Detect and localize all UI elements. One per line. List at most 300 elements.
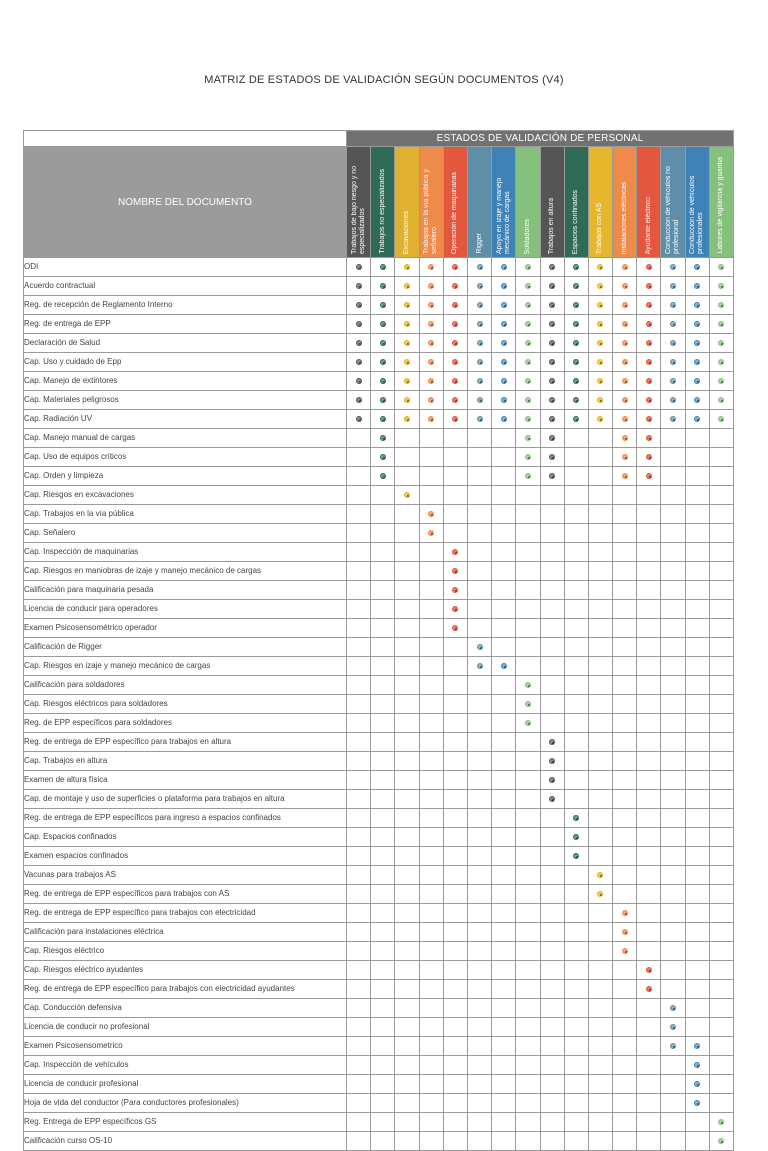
status-dot-icon — [356, 397, 362, 403]
matrix-cell — [419, 543, 443, 562]
matrix-cell — [588, 676, 612, 695]
matrix-cell — [347, 866, 371, 885]
matrix-cell — [395, 1094, 419, 1113]
matrix-cell — [443, 847, 467, 866]
status-dot-icon — [501, 283, 507, 289]
status-dot-icon — [718, 302, 724, 308]
status-dot-icon — [477, 359, 483, 365]
category-header — [685, 147, 709, 258]
status-dot-icon — [404, 340, 410, 346]
table-row — [24, 771, 734, 790]
matrix-cell — [661, 790, 685, 809]
matrix-cell — [516, 790, 540, 809]
matrix-cell — [516, 334, 540, 353]
status-dot-icon — [597, 321, 603, 327]
matrix-cell — [467, 638, 491, 657]
matrix-cell — [564, 904, 588, 923]
matrix-cell — [709, 657, 733, 676]
matrix-cell — [685, 733, 709, 752]
matrix-cell — [588, 486, 612, 505]
status-dot-icon — [380, 340, 386, 346]
status-dot-icon — [549, 378, 555, 384]
matrix-cell — [419, 904, 443, 923]
status-dot-icon — [501, 302, 507, 308]
status-dot-icon — [549, 416, 555, 422]
matrix-cell — [419, 448, 443, 467]
matrix-cell — [419, 391, 443, 410]
matrix-cell — [564, 562, 588, 581]
matrix-cell — [419, 942, 443, 961]
table-row — [24, 524, 734, 543]
document-name: Cap. Riesgos en maniobras de izaje y manejo mecánico de cargas — [24, 562, 347, 581]
status-dot-icon — [646, 359, 652, 365]
matrix-cell — [661, 999, 685, 1018]
matrix-cell — [467, 1113, 491, 1132]
matrix-cell — [613, 847, 637, 866]
matrix-cell — [709, 1037, 733, 1056]
matrix-cell — [588, 410, 612, 429]
matrix-cell — [347, 296, 371, 315]
document-name: Reg. de entrega de EPP específicos para trabajos con AS — [24, 885, 347, 904]
matrix-cell — [685, 1018, 709, 1037]
matrix-cell — [588, 999, 612, 1018]
matrix-cell — [685, 486, 709, 505]
table-row — [24, 1056, 734, 1075]
matrix-cell — [564, 999, 588, 1018]
status-dot-icon — [525, 397, 531, 403]
matrix-cell — [661, 714, 685, 733]
matrix-cell — [685, 353, 709, 372]
matrix-cell — [443, 904, 467, 923]
matrix-cell — [564, 752, 588, 771]
status-dot-icon — [380, 454, 386, 460]
matrix-cell — [564, 771, 588, 790]
banner-header: ESTADOS DE VALIDACIÓN DE PERSONAL — [347, 131, 734, 147]
matrix-cell — [347, 524, 371, 543]
status-dot-icon — [356, 340, 362, 346]
matrix-cell — [685, 600, 709, 619]
status-dot-icon — [718, 378, 724, 384]
status-dot-icon — [477, 321, 483, 327]
matrix-cell — [613, 980, 637, 999]
document-name: Reg. de entrega de EPP — [24, 315, 347, 334]
matrix-cell — [516, 942, 540, 961]
matrix-cell — [443, 619, 467, 638]
table-row — [24, 391, 734, 410]
matrix-cell — [492, 1094, 516, 1113]
matrix-cell — [419, 657, 443, 676]
matrix-cell — [395, 486, 419, 505]
matrix-cell — [613, 828, 637, 847]
matrix-cell — [443, 942, 467, 961]
matrix-cell — [685, 695, 709, 714]
matrix-cell — [540, 771, 564, 790]
status-dot-icon — [573, 340, 579, 346]
category-header — [492, 147, 516, 258]
table-row — [24, 1113, 734, 1132]
matrix-cell — [371, 847, 395, 866]
matrix-cell — [419, 771, 443, 790]
matrix-cell — [637, 353, 661, 372]
matrix-cell — [540, 809, 564, 828]
status-dot-icon — [452, 606, 458, 612]
matrix-cell — [395, 524, 419, 543]
matrix-cell — [709, 961, 733, 980]
matrix-cell — [564, 1037, 588, 1056]
matrix-cell — [347, 999, 371, 1018]
status-dot-icon — [694, 1043, 700, 1049]
matrix-cell — [709, 828, 733, 847]
matrix-cell — [709, 942, 733, 961]
matrix-cell — [564, 391, 588, 410]
matrix-cell — [492, 999, 516, 1018]
matrix-cell — [613, 1132, 637, 1151]
category-header — [613, 147, 637, 258]
matrix-cell — [588, 1113, 612, 1132]
matrix-cell — [709, 638, 733, 657]
matrix-cell — [467, 429, 491, 448]
matrix-cell — [443, 1018, 467, 1037]
category-label: Espacios confinados — [572, 189, 580, 254]
matrix-cell — [443, 980, 467, 999]
matrix-cell — [492, 562, 516, 581]
status-dot-icon — [380, 321, 386, 327]
matrix-cell — [347, 771, 371, 790]
matrix-cell — [443, 1075, 467, 1094]
matrix-cell — [516, 1037, 540, 1056]
matrix-cell — [371, 999, 395, 1018]
table-row — [24, 733, 734, 752]
matrix-cell — [709, 277, 733, 296]
matrix-cell — [467, 809, 491, 828]
matrix-cell — [395, 258, 419, 277]
matrix-cell — [637, 448, 661, 467]
status-dot-icon — [549, 796, 555, 802]
status-dot-icon — [380, 359, 386, 365]
matrix-cell — [685, 562, 709, 581]
matrix-cell — [685, 657, 709, 676]
matrix-cell — [709, 1094, 733, 1113]
matrix-cell — [564, 638, 588, 657]
status-dot-icon — [477, 416, 483, 422]
matrix-cell — [492, 923, 516, 942]
matrix-cell — [613, 277, 637, 296]
matrix-cell — [564, 429, 588, 448]
status-dot-icon — [380, 283, 386, 289]
matrix-cell — [661, 277, 685, 296]
matrix-cell — [709, 448, 733, 467]
matrix-cell — [395, 429, 419, 448]
status-dot-icon — [646, 967, 652, 973]
matrix-cell — [492, 372, 516, 391]
status-dot-icon — [622, 283, 628, 289]
status-dot-icon — [501, 397, 507, 403]
matrix-cell — [637, 296, 661, 315]
document-name: Cap. Manejo de extintores — [24, 372, 347, 391]
matrix-cell — [637, 657, 661, 676]
matrix-cell — [347, 1132, 371, 1151]
status-dot-icon — [404, 283, 410, 289]
status-dot-icon — [477, 340, 483, 346]
status-dot-icon — [452, 321, 458, 327]
matrix-cell — [540, 334, 564, 353]
status-dot-icon — [380, 397, 386, 403]
matrix-cell — [588, 809, 612, 828]
matrix-cell — [467, 695, 491, 714]
matrix-cell — [347, 695, 371, 714]
status-dot-icon — [573, 283, 579, 289]
status-dot-icon — [452, 397, 458, 403]
table-row — [24, 543, 734, 562]
table-row — [24, 505, 734, 524]
matrix-cell — [347, 429, 371, 448]
table-row — [24, 410, 734, 429]
matrix-cell — [540, 429, 564, 448]
table-row — [24, 942, 734, 961]
document-name: Hoja de vida del conductor (Para conductores profesionales) — [24, 1094, 347, 1113]
status-dot-icon — [622, 397, 628, 403]
status-dot-icon — [501, 321, 507, 327]
matrix-cell — [371, 638, 395, 657]
matrix-cell — [661, 334, 685, 353]
category-label: Conducción de vehículos no profesional — [665, 166, 681, 254]
status-dot-icon — [477, 397, 483, 403]
matrix-cell — [516, 714, 540, 733]
table-row — [24, 923, 734, 942]
matrix-cell — [443, 277, 467, 296]
matrix-cell — [661, 904, 685, 923]
category-header — [371, 147, 395, 258]
matrix-cell — [661, 600, 685, 619]
matrix-cell — [443, 562, 467, 581]
matrix-cell — [637, 1037, 661, 1056]
matrix-cell — [661, 315, 685, 334]
matrix-cell — [540, 714, 564, 733]
matrix-cell — [443, 581, 467, 600]
document-name: Examen espacios confinados — [24, 847, 347, 866]
matrix-cell — [709, 296, 733, 315]
matrix-cell — [588, 562, 612, 581]
matrix-cell — [540, 1094, 564, 1113]
table-row — [24, 695, 734, 714]
matrix-cell — [709, 562, 733, 581]
matrix-cell — [467, 714, 491, 733]
matrix-cell — [492, 790, 516, 809]
matrix-cell — [467, 334, 491, 353]
matrix-cell — [564, 809, 588, 828]
document-name: Cap. Trabajos en altura — [24, 752, 347, 771]
matrix-cell — [516, 277, 540, 296]
matrix-cell — [443, 543, 467, 562]
matrix-cell — [467, 581, 491, 600]
matrix-cell — [613, 999, 637, 1018]
matrix-cell — [540, 828, 564, 847]
matrix-cell — [371, 885, 395, 904]
matrix-cell — [685, 315, 709, 334]
matrix-cell — [613, 923, 637, 942]
matrix-cell — [613, 505, 637, 524]
status-dot-icon — [622, 302, 628, 308]
table-row — [24, 676, 734, 695]
matrix-cell — [467, 828, 491, 847]
matrix-cell — [492, 334, 516, 353]
matrix-cell — [467, 258, 491, 277]
status-dot-icon — [646, 416, 652, 422]
matrix-cell — [661, 733, 685, 752]
status-dot-icon — [452, 378, 458, 384]
matrix-cell — [709, 258, 733, 277]
matrix-cell — [709, 353, 733, 372]
matrix-cell — [419, 524, 443, 543]
matrix-cell — [516, 448, 540, 467]
status-dot-icon — [525, 302, 531, 308]
matrix-cell — [516, 372, 540, 391]
matrix-cell — [613, 296, 637, 315]
matrix-cell — [371, 1075, 395, 1094]
matrix-cell — [540, 486, 564, 505]
matrix-cell — [419, 1018, 443, 1037]
matrix-cell — [540, 1018, 564, 1037]
matrix-cell — [709, 695, 733, 714]
status-dot-icon — [452, 283, 458, 289]
matrix-cell — [347, 1056, 371, 1075]
matrix-cell — [371, 733, 395, 752]
matrix-cell — [492, 1037, 516, 1056]
category-header — [637, 147, 661, 258]
matrix-cell — [492, 847, 516, 866]
status-dot-icon — [597, 416, 603, 422]
matrix-cell — [467, 1018, 491, 1037]
status-dot-icon — [356, 302, 362, 308]
status-dot-icon — [477, 264, 483, 270]
matrix-cell — [395, 372, 419, 391]
matrix-cell — [467, 771, 491, 790]
matrix-cell — [443, 790, 467, 809]
document-name: Cap. Inspección de maquinarias — [24, 543, 347, 562]
matrix-cell — [371, 353, 395, 372]
matrix-cell — [443, 524, 467, 543]
matrix-cell — [443, 410, 467, 429]
category-header — [564, 147, 588, 258]
status-dot-icon — [404, 492, 410, 498]
status-dot-icon — [622, 359, 628, 365]
matrix-cell — [588, 942, 612, 961]
status-dot-icon — [670, 1024, 676, 1030]
matrix-cell — [467, 505, 491, 524]
matrix-cell — [371, 828, 395, 847]
matrix-cell — [492, 505, 516, 524]
status-dot-icon — [694, 340, 700, 346]
document-name: Cap. Orden y limpieza — [24, 467, 347, 486]
matrix-cell — [516, 600, 540, 619]
status-dot-icon — [525, 378, 531, 384]
status-dot-icon — [549, 397, 555, 403]
matrix-cell — [492, 619, 516, 638]
matrix-cell — [540, 695, 564, 714]
matrix-cell — [467, 961, 491, 980]
matrix-cell — [347, 600, 371, 619]
matrix-cell — [613, 1075, 637, 1094]
document-name: Cap. Radiación UV — [24, 410, 347, 429]
matrix-cell — [467, 999, 491, 1018]
matrix-cell — [395, 505, 419, 524]
matrix-cell — [516, 1132, 540, 1151]
table-row — [24, 619, 734, 638]
matrix-cell — [588, 315, 612, 334]
matrix-cell — [443, 657, 467, 676]
matrix-cell — [467, 391, 491, 410]
status-dot-icon — [549, 435, 555, 441]
matrix-cell — [564, 334, 588, 353]
matrix-cell — [685, 410, 709, 429]
status-dot-icon — [718, 359, 724, 365]
matrix-cell — [613, 581, 637, 600]
matrix-cell — [613, 1056, 637, 1075]
document-name: Licencia de conducir profesional — [24, 1075, 347, 1094]
matrix-cell — [492, 1075, 516, 1094]
matrix-cell — [564, 1056, 588, 1075]
matrix-cell — [347, 1094, 371, 1113]
status-dot-icon — [501, 264, 507, 270]
matrix-cell — [419, 980, 443, 999]
matrix-cell — [395, 790, 419, 809]
status-dot-icon — [622, 435, 628, 441]
matrix-cell — [443, 315, 467, 334]
matrix-cell — [443, 923, 467, 942]
status-dot-icon — [597, 359, 603, 365]
matrix-cell — [395, 942, 419, 961]
matrix-cell — [419, 847, 443, 866]
matrix-cell — [347, 410, 371, 429]
matrix-cell — [661, 372, 685, 391]
matrix-cell — [371, 410, 395, 429]
matrix-cell — [685, 714, 709, 733]
matrix-cell — [516, 467, 540, 486]
status-dot-icon — [646, 340, 652, 346]
status-dot-icon — [356, 264, 362, 270]
matrix-cell — [564, 505, 588, 524]
status-dot-icon — [670, 378, 676, 384]
matrix-cell — [395, 961, 419, 980]
matrix-cell — [613, 619, 637, 638]
status-dot-icon — [573, 416, 579, 422]
matrix-cell — [347, 1018, 371, 1037]
matrix-cell — [443, 828, 467, 847]
matrix-cell — [516, 619, 540, 638]
matrix-cell — [371, 505, 395, 524]
status-dot-icon — [501, 340, 507, 346]
matrix-cell — [419, 372, 443, 391]
matrix-cell — [564, 923, 588, 942]
status-dot-icon — [694, 359, 700, 365]
matrix-cell — [564, 980, 588, 999]
matrix-cell — [347, 752, 371, 771]
status-dot-icon — [694, 397, 700, 403]
status-dot-icon — [525, 473, 531, 479]
matrix-cell — [395, 315, 419, 334]
matrix-cell — [661, 657, 685, 676]
document-name: Cap. Espacios confinados — [24, 828, 347, 847]
matrix-cell — [613, 600, 637, 619]
matrix-cell — [540, 581, 564, 600]
matrix-cell — [613, 258, 637, 277]
document-name: Examen de altura física — [24, 771, 347, 790]
matrix-cell — [588, 296, 612, 315]
matrix-cell — [492, 809, 516, 828]
matrix-cell — [419, 353, 443, 372]
status-dot-icon — [670, 397, 676, 403]
matrix-cell — [516, 847, 540, 866]
